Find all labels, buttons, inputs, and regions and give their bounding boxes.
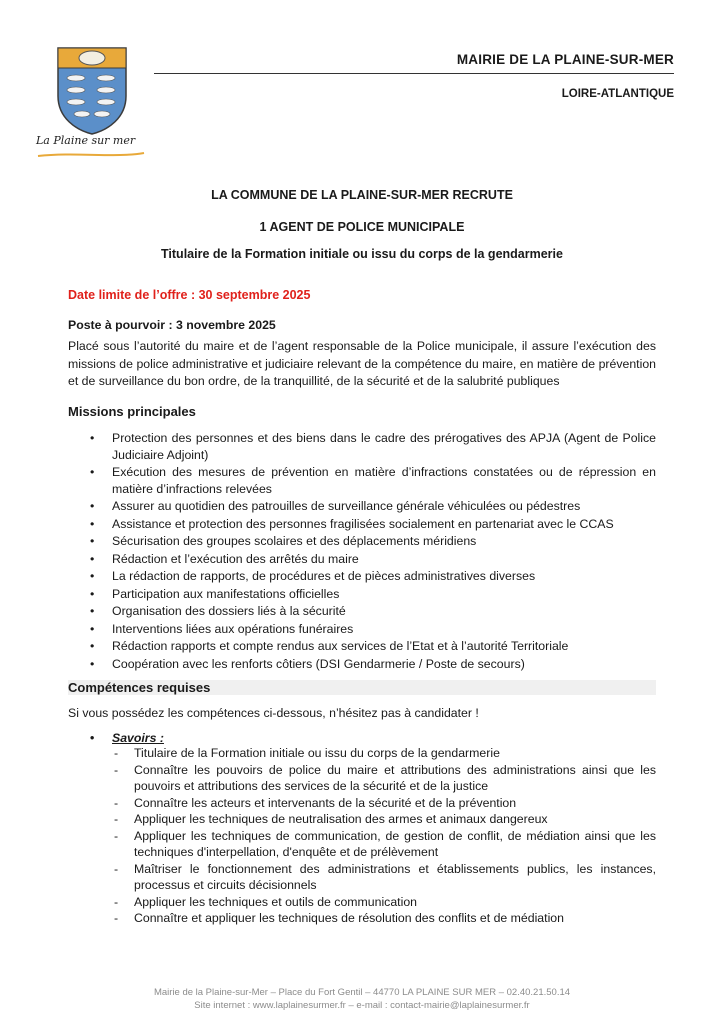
logo-underline-icon xyxy=(36,150,148,160)
department-label: LOIRE-ATLANTIQUE xyxy=(561,88,674,100)
header-right xyxy=(154,52,674,100)
list-item: - Connaître les pouvoirs de police du maire et attributions des administrations ainsi que les pouvoirs et attributions des services de la sécurité et de la justice xyxy=(114,762,656,793)
missions-heading: Missions principales xyxy=(68,404,196,419)
list-item: • Rédaction et l’exécution des arrêtés du maire xyxy=(90,551,359,566)
list-item: - Connaître les acteurs et intervenants de la sécurité et de la prévention xyxy=(114,795,517,810)
logo-script-text: La Plaine sur mer xyxy=(36,134,136,147)
page-footer xyxy=(0,986,724,1012)
footer-contact: Site internet : www.laplainesurmer.fr – e-mail : contact-mairie@laplainesurmer.fr xyxy=(194,1000,530,1011)
footer-address: Mairie de la Plaine-sur-Mer – Place du Fort Gentil – 44770 LA PLAINE SUR MER – 02.40.21.50.14 xyxy=(153,987,571,998)
savoirs-label: • Savoirs : xyxy=(90,731,164,745)
missions-list xyxy=(68,430,656,672)
list-item: • Assurer au quotidien des patrouilles de surveillance générale véhiculées ou pédestres xyxy=(90,499,581,513)
town-logo xyxy=(36,44,148,162)
competences-intro: Si vous possédez les compétences ci-dessous, n’hésitez pas à candidater ! xyxy=(68,706,479,720)
list-item: • La rédaction de rapports, de procédures et de pièces administratives diverses xyxy=(90,569,536,583)
deadline-text: Date limite de l’offre : 30 septembre 2025 xyxy=(68,288,311,302)
list-item: • Exécution des mesures de prévention en matière d’infractions constatées ou de répression en matière d’infractions relevées xyxy=(90,465,656,496)
missions-list-container xyxy=(68,430,656,673)
list-item: • Protection des personnes et des biens dans le cadre des prérogatives des APJA (Agent de Police Judiciaire Adjoint) xyxy=(90,431,656,462)
list-item: • Coopération avec les renforts côtiers (DSI Gendarmerie / Poste de secours) xyxy=(90,656,525,671)
list-item: • Interventions liées aux opérations funéraires xyxy=(90,621,354,636)
savoirs-section xyxy=(68,731,656,927)
competences-heading: Compétences requises xyxy=(68,680,656,695)
list-item: - Titulaire de la Formation initiale ou issu du corps de la gendarmerie xyxy=(114,746,500,760)
list-item: • Assistance et protection des personnes fragilisées socialement en partenariat avec le CCAS xyxy=(90,516,614,531)
list-item: - Appliquer les techniques de communication, de gestion de conflit, de médiation ainsi que les techniques d'interpellation, d'enquête et de prélèvement xyxy=(114,828,656,859)
list-item: • Participation aux manifestations officielles xyxy=(90,586,340,601)
recruit-title: LA COMMUNE DE LA PLAINE-SUR-MER RECRUTE xyxy=(211,188,513,202)
list-item: • Rédaction rapports et compte rendus aux services de l’Etat et à l’autorité Territoriale xyxy=(90,639,569,653)
list-item: - Maîtriser le fonctionnement des administrations et établissements publics, les instances, processus et circuits décisionnels xyxy=(114,861,656,892)
coat-of-arms-icon xyxy=(36,44,148,136)
list-item: - Appliquer les techniques de neutralisation des armes et animaux dangereux xyxy=(114,812,548,826)
post-subtitle: Titulaire de la Formation initiale ou issu du corps de la gendarmerie xyxy=(161,247,563,261)
start-date-text: Poste à pourvoir : 3 novembre 2025 xyxy=(68,318,276,332)
post-title: 1 AGENT DE POLICE MUNICIPALE xyxy=(259,220,465,234)
list-item: • Organisation des dossiers liés à la sécurité xyxy=(90,604,346,618)
list-item: - Appliquer les techniques et outils de communication xyxy=(114,894,417,909)
savoirs-list xyxy=(68,745,656,927)
list-item: - Connaître et appliquer les techniques de résolution des conflits et de médiation xyxy=(114,911,564,925)
mairie-title: MAIRIE DE LA PLAINE-SUR-MER xyxy=(154,52,674,74)
intro-paragraph: Placé sous l’autorité du maire et de l’agent responsable de la Police municipale, il assure l’exécution des missions de police administrative et judiciaire relevant de la compétence du maire, en matière de prévention et de surveillance du bon ordre, de la tranquillité, de la sécurité et de la salubrité publiques xyxy=(68,339,656,388)
list-item: • Sécurisation des groupes scolaires et des déplacements méridiens xyxy=(90,534,477,548)
